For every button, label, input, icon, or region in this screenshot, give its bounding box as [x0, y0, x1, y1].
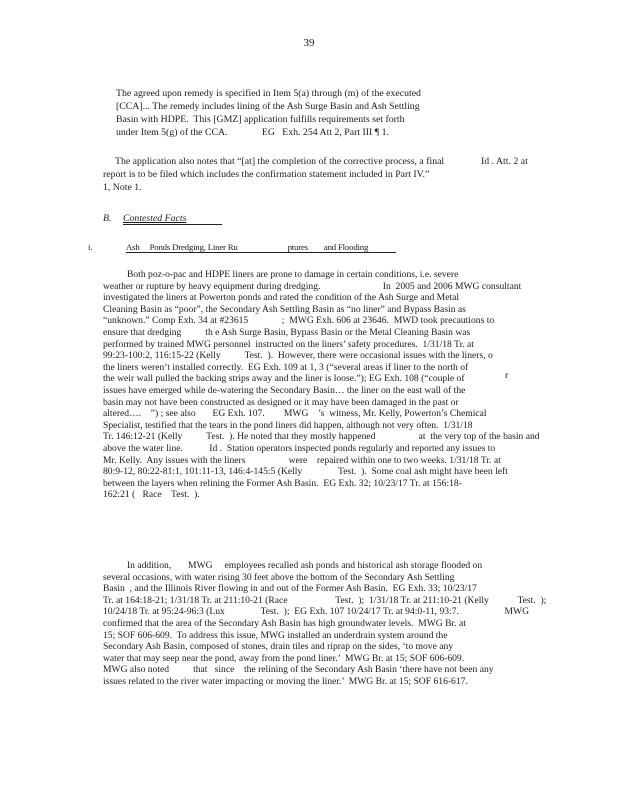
- body-line: 162:21 ( Race Test. ).: [103, 489, 200, 501]
- heading-text: Contested Facts: [123, 213, 222, 225]
- body-line: Both poz-o-pac and HDPE liners are prone to damage in certain conditions, i.e. severe: [103, 269, 459, 280]
- citation-id: Id . Att. 2 at: [481, 156, 528, 167]
- body-line: between the layers when relining the Former Ash Basin. EG Exh. 32; 10/23/17 Tr. at 156:18-: [103, 477, 462, 489]
- body-line: 80:9-12, 80:22-81:1, 101:11-13, 146:4-145:5 (Kelly Test. ). Some coal ash might have been left: [103, 466, 508, 478]
- paragraph-line-text: The application also notes that “[at] the completion of the corrective process, a final: [115, 156, 445, 167]
- body-line: 15; SOF 606-609. To address this issue, MWG installed an underdrain system around the: [103, 629, 448, 641]
- body-line: performed by trained MWG personnel instructed on the liners’ safety procedures. 1/31/18 Tr. at: [103, 338, 474, 350]
- body-line: Cleaning Basin as “poor”, the Secondary Ash Settling Basin as “no liner” and Bypass Basin as: [103, 303, 466, 315]
- body-line: issues have emerged while de-watering the Secondary Basin… the liner on the east wall of the: [103, 384, 466, 396]
- body-line: Specialist, testified that the tears in the pond liners did happen, although not very often. 1/31/18: [103, 419, 473, 431]
- subsection-heading-i: [88, 242, 396, 252]
- body-line: Basin , and the Illinois River flowing in and out of the Former Ash Basin. EG Exh. 33; 10/23/17: [103, 583, 477, 595]
- quote-line: The agreed upon remedy is specified in Item 5(a) through (m) of the executed: [116, 88, 421, 99]
- body-line: 10/24/18 Tr. at 95:24-96:3 (Lux Test. ); EG Exh. 107 10/24/17 Tr. at 94:0-11, 93:7. MWG: [103, 606, 529, 618]
- body-line: ensure that dredging th e Ash Surge Basin, Bypass Basin or the Metal Cleaning Basin was: [103, 326, 471, 338]
- stray-letter: r: [505, 370, 509, 381]
- body-line: altered…. ”) ; see also EG Exh. 107. MWG ’s witness, Mr. Kelly, Powerton’s Chemical: [103, 408, 487, 420]
- body-paragraph-flooding: [103, 560, 547, 688]
- body-paragraph-liners: [103, 269, 540, 501]
- body-line: confirmed that the area of the Secondary Ash Basin has high groundwater levels. MWG Br. at: [103, 617, 466, 629]
- body-line: In addition, MWG employees recalled ash ponds and historical ash storage flooded on: [103, 560, 483, 571]
- heading-text: Ash Ponds Dredging, Liner Ru ptures and Flooding: [126, 242, 396, 253]
- body-line: Tr. at 164:18-21; 1/31/18 Tr. at 211:10-21 (Race Test. ); 1/31/18 Tr. at 211:10-21 (Kelly Test. );: [103, 594, 547, 606]
- section-heading-b: [103, 213, 222, 224]
- paragraph-line: report is to be filed which includes the confirmation statement included in Part IV.”: [103, 168, 430, 180]
- quote-line: under Item 5(g) of the CCA. EG Exh. 254 Att 2, Part III ¶ 1.: [116, 127, 389, 138]
- body-line: MWG also noted that since the relining of the Secondary Ash Basin ‘there have not been any: [103, 664, 494, 676]
- page-number: 39: [303, 37, 315, 49]
- body-line: the weir wall pulled the backing strips away and the liner is loose.”); EG Exh. 108 (“couple of: [103, 373, 465, 385]
- quote-line: [CCA]... The remedy includes lining of the Ash Surge Basin and Ash Settling: [116, 101, 420, 112]
- body-line: 99:23-100:2, 116:15-22 (Kelly Test. ). However, there were occasional issues with the liners, o: [103, 350, 493, 362]
- body-line: “unknown.” Comp Exh. 34 at #23615 ; MWG Exh. 606 at 23646. MWD took precautions to: [103, 315, 495, 327]
- body-line: several occasions, with water rising 30 feet above the bottom of the Secondary Ash Settling: [103, 571, 455, 583]
- application-paragraph: [103, 156, 533, 181]
- body-line: Tr. 146:12-21 (Kelly Test. ). He noted that they mostly happened at the very top of the basin and: [103, 431, 540, 443]
- heading-label: i.: [88, 242, 93, 252]
- body-line: Mr. Kelly. Any issues with the liners were repaired within one to two weeks. 1/31/18 Tr. at: [103, 454, 501, 466]
- citation-note: 1, Note 1.: [103, 182, 142, 193]
- body-line: weather or rupture by heavy equipment during dredging. In 2005 and 2006 MWG consultant: [103, 280, 522, 292]
- body-line: water that may seep near the pond, away from the pond liner.’ MWG Br. at 15; SOF 606-609.: [103, 652, 465, 664]
- body-line: above the water line. Id . Station operators inspected ponds regularly and reported any issues to: [103, 442, 496, 454]
- body-line: the liners weren’t installed correctly. EG Exh. 109 at 1, 3 (“several areas if liner to the north of: [103, 361, 469, 373]
- heading-label: B.: [103, 213, 112, 224]
- block-quote: [116, 87, 446, 139]
- quote-line: Basin with HDPE. This [GMZ] application fulfills requirements set forth: [116, 114, 405, 125]
- body-line: issues related to the river water impacting or moving the liner.’ MWG Br. at 15; SOF 616-617.: [103, 675, 468, 687]
- paragraph-line: [103, 156, 533, 169]
- body-line: basin may not have been constructed as designed or it may have been damaged in the past or: [103, 396, 459, 408]
- body-line: investigated the liners at Powerton ponds and rated the condition of the Ash Surge and Metal: [103, 292, 460, 304]
- body-line: Secondary Ash Basin, composed of stones, drain tiles and riprap on the sides, ‘to move any: [103, 641, 454, 653]
